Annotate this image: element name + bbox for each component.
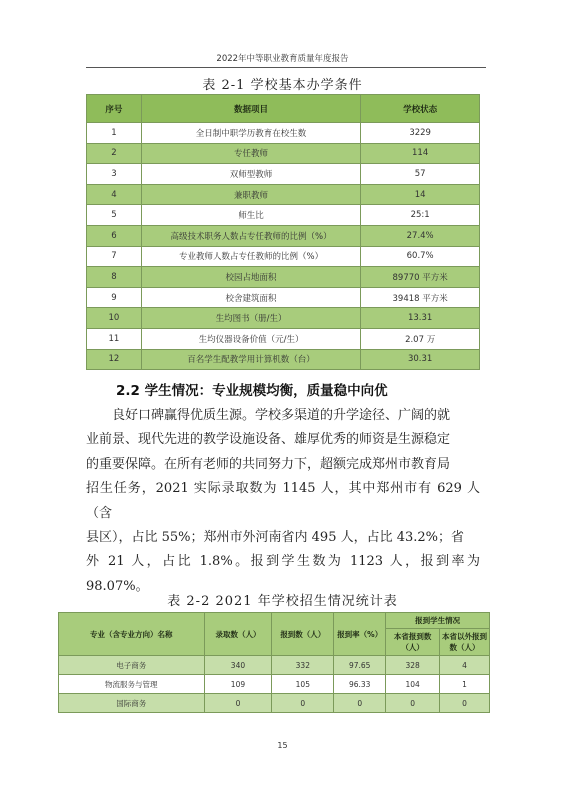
paragraph-line: 的重要保障。在所有老师的共同努力下，超额完成郑州市教育局 [86, 456, 451, 472]
row-number: 6 [87, 225, 142, 246]
row-out-province: 0 [440, 694, 490, 713]
row-value: 3229 [361, 123, 480, 144]
page-header: 2022年中等职业教育质量年度报告 [216, 54, 349, 64]
row-item: 全日制中职学历教育在校生数 [141, 123, 360, 144]
table-row [59, 694, 490, 713]
row-item: 校舍建筑面积 [141, 287, 360, 308]
row-item: 双师型教师 [141, 164, 360, 185]
column-header-rate: 报到率（%） [334, 613, 386, 656]
row-reported: 0 [272, 694, 334, 713]
row-out-province: 1 [440, 675, 490, 694]
row-item: 校园占地面积 [141, 267, 360, 288]
table-header-row [87, 95, 480, 123]
column-header-status: 学校状态 [361, 95, 480, 123]
row-major: 国际商务 [59, 694, 205, 713]
table-row [87, 328, 480, 349]
paragraph-line: 良好口碑赢得优质生源。学校多渠道的升学途径、广阔的就 [112, 408, 451, 423]
row-number: 4 [87, 184, 142, 205]
row-number: 9 [87, 287, 142, 308]
enrollment-table [58, 612, 490, 713]
row-out-province: 4 [440, 656, 490, 675]
table-row [59, 656, 490, 675]
row-value: 27.4% [361, 225, 480, 246]
column-header-no: 序号 [87, 95, 142, 123]
row-rate: 97.65 [334, 656, 386, 675]
column-header-enrolled: 录取数（人） [204, 613, 272, 656]
row-number: 8 [87, 267, 142, 288]
table-header-row [59, 613, 490, 629]
row-enrolled: 109 [204, 675, 272, 694]
row-item: 兼职教师 [141, 184, 360, 205]
table-row [87, 349, 480, 370]
row-number: 2 [87, 143, 142, 164]
row-value: 2.07 万 [361, 328, 480, 349]
row-in-province: 328 [386, 656, 440, 675]
table-row [87, 267, 480, 288]
table-row [87, 123, 480, 144]
basic-conditions-table [86, 94, 480, 370]
row-item: 百名学生配教学用计算机数（台） [141, 349, 360, 370]
paragraph-line: 招生任务，2021 实际录取数为 1145 人，其中郑州市有 629 人（含 [86, 481, 480, 521]
table-row [87, 205, 480, 226]
table-row [87, 246, 480, 267]
row-number: 7 [87, 246, 142, 267]
table-row [87, 287, 480, 308]
row-number: 3 [87, 164, 142, 185]
column-header-reported: 报到数（人） [272, 613, 334, 656]
row-item: 师生比 [141, 205, 360, 226]
row-value: 30.31 [361, 349, 480, 370]
row-value: 14 [361, 184, 480, 205]
row-number: 12 [87, 349, 142, 370]
table-row [87, 225, 480, 246]
row-in-province: 0 [386, 694, 440, 713]
row-value: 57 [361, 164, 480, 185]
page-number: 15 [277, 741, 288, 750]
row-value: 13.31 [361, 308, 480, 329]
row-rate: 0 [334, 694, 386, 713]
row-item: 生均图书（册/生） [141, 308, 360, 329]
table-row [87, 143, 480, 164]
row-number: 5 [87, 205, 142, 226]
row-in-province: 104 [386, 675, 440, 694]
row-item: 专任教师 [141, 143, 360, 164]
row-enrolled: 340 [204, 656, 272, 675]
row-value: 60.7% [361, 246, 480, 267]
row-value: 39418 平方米 [361, 287, 480, 308]
table-row [87, 184, 480, 205]
paragraph-line: 外 21 人，占比 1.8%。报到学生数为 1123 人，报到率为 98.07%。 [86, 554, 480, 594]
row-reported: 332 [272, 656, 334, 675]
table2-caption: 表 2-2 2021 年学校招生情况统计表 [167, 594, 398, 609]
row-enrolled: 0 [204, 694, 272, 713]
section-heading: 2.2 学生情况：专业规模均衡，质量稳中向优 [116, 383, 388, 399]
row-rate: 96.33 [334, 675, 386, 694]
row-number: 1 [87, 123, 142, 144]
row-value: 114 [361, 143, 480, 164]
row-item: 生均仪器设备价值（元/生） [141, 328, 360, 349]
row-number: 11 [87, 328, 142, 349]
row-major: 物流服务与管理 [59, 675, 205, 694]
row-item: 高级技术职务人数占专任教师的比例（%） [141, 225, 360, 246]
row-value: 25:1 [361, 205, 480, 226]
table-row [87, 164, 480, 185]
column-header-item: 数据项目 [141, 95, 360, 123]
column-header-in-province: 本省报到数（人） [386, 629, 440, 656]
body-paragraph [86, 404, 480, 599]
table1-caption: 表 2-1 学校基本办学条件 [202, 78, 363, 93]
column-header-out-province: 本省以外报到数（人） [440, 629, 490, 656]
row-value: 89770 平方米 [361, 267, 480, 288]
table-row [59, 675, 490, 694]
column-header-major: 专业（含专业方向）名称 [59, 613, 205, 656]
row-reported: 105 [272, 675, 334, 694]
row-number: 10 [87, 308, 142, 329]
table-row [87, 308, 480, 329]
column-header-group: 报到学生情况 [386, 613, 490, 629]
header-rule [86, 67, 486, 68]
row-major: 电子商务 [59, 656, 205, 675]
paragraph-line: 县区），占比 55%；郑州市外河南省内 495 人，占比 43.2%；省 [86, 530, 465, 546]
paragraph-line: 业前景、现代先进的教学设施设备、雄厚优秀的师资是生源稳定 [86, 432, 451, 448]
row-item: 专业教师人数占专任教师的比例（%） [141, 246, 360, 267]
